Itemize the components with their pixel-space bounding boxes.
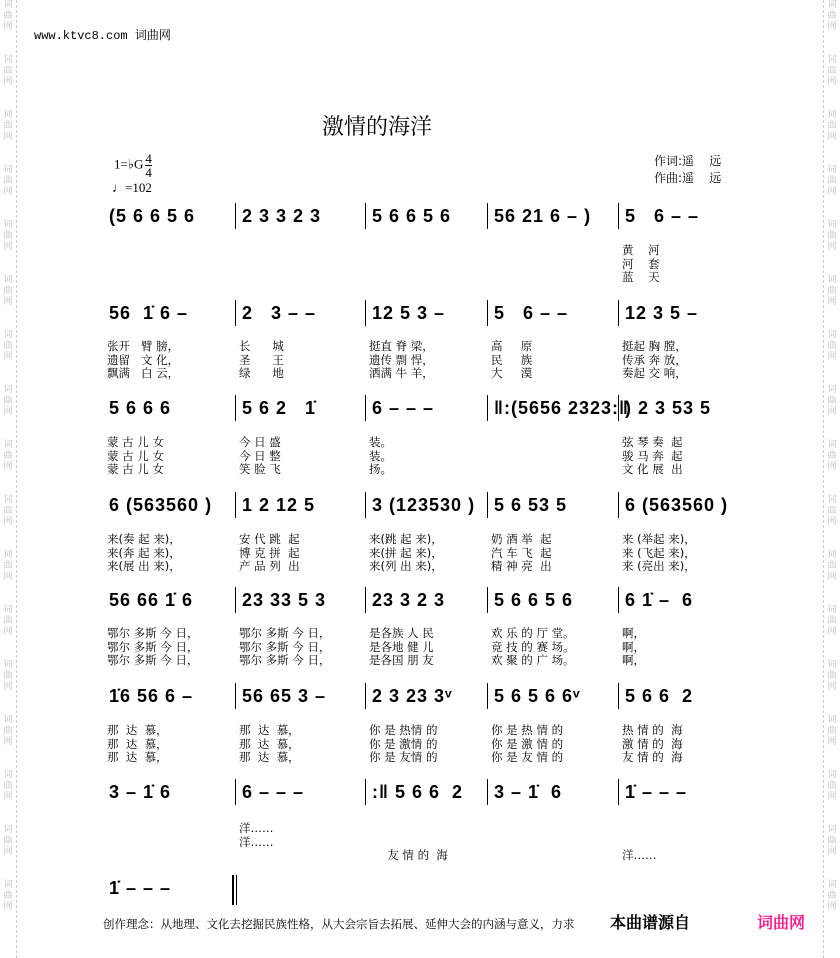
lyric-segment	[487, 849, 618, 863]
lyric-line	[103, 849, 750, 863]
key-signature	[114, 152, 152, 179]
lyric-segment: 友 情 的 海	[369, 848, 448, 862]
staff-row	[103, 203, 750, 229]
watermark-text: 词 曲 网	[3, 220, 13, 252]
measure: 6 1̇ – 6	[618, 587, 750, 613]
watermark-text: 词 曲 网	[827, 660, 837, 692]
watermark-text: 词 曲 网	[827, 440, 837, 472]
watermark-text: 词 曲 网	[3, 330, 13, 362]
watermark-text: 词 曲 网	[827, 220, 837, 252]
measure: 12 5 3 –	[365, 300, 487, 326]
lyric-segment: 激 情 的 海	[622, 736, 683, 751]
lyric-segment	[365, 258, 487, 272]
watermark-text: 词 曲 网	[3, 275, 13, 307]
measure: 5 6 6 5 6	[487, 587, 618, 613]
lyric-segment: 啊，	[622, 626, 645, 640]
measure: 3 (123530 )	[365, 492, 487, 518]
lyric-segment: 圣 王	[239, 352, 284, 367]
measure: 6 (563560 )	[618, 492, 750, 518]
lyric-segment	[487, 258, 618, 272]
lyric-line	[103, 367, 750, 381]
lyric-segment: 洒满 牛 羊，	[369, 366, 434, 380]
watermark-text: 词 曲 网	[3, 385, 13, 417]
watermark-text: 词 曲 网	[827, 880, 837, 912]
measure: 5 6 6 5 6	[365, 203, 487, 229]
lyricist-credit: 作词:遥 远	[654, 154, 722, 168]
lyric-segment: 长 城	[239, 339, 284, 353]
lyric-segment	[487, 450, 618, 464]
lyric-line	[103, 463, 750, 477]
lyric-segment: 那 达 慕，	[239, 750, 300, 764]
measure: 23 3 2 3	[365, 587, 487, 613]
measure: 12 3 5 –	[618, 300, 750, 326]
lyric-segment: 装。	[369, 448, 392, 463]
lyric-segment	[235, 244, 365, 258]
lyric-segment: 洋……	[239, 821, 274, 835]
lyric-segment: 大 漠	[491, 366, 533, 380]
lyric-segment: 鄂尔 多斯 今 日，	[239, 639, 331, 654]
lyric-segment: 来(拼 起 来)，	[369, 545, 443, 560]
lyric-segment	[103, 849, 235, 863]
time-bottom: 4	[145, 165, 152, 180]
watermark-text: 词 曲 网	[3, 825, 13, 857]
watermark-text: 词 曲 网	[3, 715, 13, 747]
lyric-line	[103, 654, 750, 668]
lyric-segment: 奏起 交 响，	[622, 366, 687, 380]
lyric-segment	[103, 244, 235, 258]
watermark-text: 词 曲 网	[3, 550, 13, 582]
watermark-text: 词 曲 网	[827, 550, 837, 582]
watermark-text: 词 曲 网	[827, 605, 837, 637]
measure: :‖ 5 6 6 2	[365, 779, 487, 805]
time-signature	[145, 152, 152, 179]
lyric-segment: 欢 乐 的 厅 堂。	[491, 626, 575, 640]
creation-concept: 创作理念：从地理、文化去挖掘民族性格，从大会宗旨去拓展、延伸大会的内涵与意义，力求	[103, 917, 575, 931]
lyric-segment	[235, 271, 365, 285]
watermark-text: 词 曲 网	[827, 495, 837, 527]
lyric-segment	[487, 836, 618, 850]
lyric-line	[103, 436, 750, 450]
watermark-text: 词 曲 网	[827, 275, 837, 307]
measure: 5 6 6 6	[109, 398, 172, 418]
lyric-segment: 蓝 天	[622, 270, 660, 284]
lyric-segment: 那 达 慕，	[107, 750, 168, 764]
measure: 56 1̇ 6 –	[109, 303, 189, 323]
lyric-segment: 鄂尔 多斯 今 日，	[107, 653, 199, 667]
watermark-text: 词 曲 网	[3, 55, 13, 87]
staff-row	[103, 492, 750, 518]
measure: 2 3 3 2 3	[235, 203, 365, 229]
lyric-segment: 欢 聚 的 广 场。	[491, 653, 575, 667]
staff-row	[103, 300, 750, 326]
lyric-segment: 今 日 盛	[239, 435, 281, 449]
watermark-text: 词 曲 网	[827, 55, 837, 87]
lyric-segment: 今 日 整	[239, 448, 281, 463]
measure: 3 – 1̇ 6	[109, 782, 172, 802]
song-title: 激情的海洋	[322, 115, 433, 140]
side-watermark-left	[0, 0, 17, 958]
lyric-segment: 那 达 慕，	[107, 736, 168, 751]
lyric-segment: 来(跳 起 来)，	[369, 532, 443, 546]
lyric-segment: 鄂尔 多斯 今 日，	[107, 639, 199, 654]
lyric-segment: 来(展 出 来)，	[107, 559, 181, 573]
time-top: 4	[145, 151, 152, 166]
lyric-segment	[103, 836, 235, 850]
lyric-segment	[235, 258, 365, 272]
lyric-segment: 是各国 朋 友	[369, 653, 434, 667]
lyric-segment: 蒙 古 儿 女	[107, 435, 164, 449]
lyric-segment: 啊，	[622, 639, 645, 654]
measure: (5 6 6 5 6	[109, 206, 196, 226]
lyric-segment: 张开 臂 膀，	[107, 339, 180, 353]
lyric-segment: 飘满 白 云，	[107, 366, 180, 380]
lyric-segment: 来(列 出 来)，	[369, 559, 443, 573]
measure: 5 6 2 1̇	[235, 395, 365, 421]
measure: 3 – 1̇ 6	[487, 779, 618, 805]
measure: 1̇ – – –	[109, 878, 172, 898]
lyric-line	[103, 627, 750, 641]
lyric-line	[103, 450, 750, 464]
lyric-segment: 河 套	[622, 256, 660, 271]
lyric-segment: 蒙 古 儿 女	[107, 462, 164, 476]
lyric-segment: 绿 地	[239, 366, 284, 380]
measure: 5 6 6 2	[618, 683, 750, 709]
lyric-segment: 那 达 慕，	[239, 723, 300, 737]
watermark-text: 词 曲 网	[3, 605, 13, 637]
lyric-segment	[487, 463, 618, 477]
lyric-segment: 来 (亮出 来)，	[622, 559, 696, 573]
lyric-segment: 博 克 拼 起	[239, 545, 300, 560]
lyric-segment: 弦 琴 奏 起	[622, 435, 683, 449]
measure: 5 6 5 6 6ᵛ	[487, 683, 618, 709]
lyric-segment: 汽 车 飞 起	[491, 545, 552, 560]
measure: 5 6 – –	[487, 300, 618, 326]
lyric-segment: 竞 技 的 赛 场。	[491, 639, 575, 654]
measure: 6 – – –	[365, 395, 487, 421]
lyric-segment: 奶 酒 举 起	[491, 532, 552, 546]
lyric-segment: 你 是 友 情 的	[491, 750, 564, 764]
lyric-segment: 你 是 热 情 的	[491, 723, 564, 737]
lyric-segment: 扬。	[369, 462, 392, 476]
lyric-segment	[487, 244, 618, 258]
watermark-text: 词 曲 网	[827, 0, 837, 32]
lyric-segment: 你 是 热情 的	[369, 723, 438, 737]
final-barline	[232, 875, 237, 905]
lyric-segment	[487, 436, 618, 450]
watermark-text: 词 曲 网	[3, 770, 13, 802]
lyric-segment: 遗留 文 化，	[107, 352, 180, 367]
lyric-segment	[365, 271, 487, 285]
lyric-segment: 洋……	[239, 834, 274, 849]
lyric-line	[103, 751, 750, 765]
measure: ) 2 3 53 5	[618, 395, 750, 421]
lyric-segment	[618, 822, 750, 836]
watermark-text: 词 曲 网	[827, 330, 837, 362]
measure: 56 66 1̇ 6	[109, 590, 194, 610]
watermark-text: 词 曲 网	[3, 0, 13, 32]
measure: 1̇ – – –	[618, 779, 750, 805]
lyric-segment: 友 情 的 海	[622, 750, 683, 764]
lyric-segment: 是各地 健 儿	[369, 639, 434, 654]
measure: 6 (563560 )	[109, 495, 213, 515]
key: 1=♭G	[114, 156, 144, 172]
lyric-segment: 是各族 人 民	[369, 626, 434, 640]
lyric-segment: 来(奔 起 来)，	[107, 545, 181, 560]
lyric-segment: 啊，	[622, 653, 645, 667]
lyric-segment: 民 族	[491, 352, 533, 367]
lyric-segment	[103, 258, 235, 272]
lyric-segment: 来 (飞起 来)，	[622, 545, 696, 560]
lyric-line	[103, 533, 750, 547]
lyric-segment: 骏 马 奔 起	[622, 448, 683, 463]
lyric-line	[103, 724, 750, 738]
lyric-segment: 来(奏 起 来)，	[107, 532, 181, 546]
source-label: 本曲谱源自	[610, 913, 691, 932]
lyric-segment: 装。	[369, 435, 392, 449]
lyric-segment	[365, 836, 487, 850]
watermark-text: 词 曲 网	[3, 165, 13, 197]
lyric-segment: 蒙 古 儿 女	[107, 448, 164, 463]
lyric-segment: 你 是 激 情 的	[491, 736, 564, 751]
lyric-segment: 传承 奔 放，	[622, 352, 687, 367]
lyric-segment: 洋……	[622, 848, 657, 862]
lyric-segment	[365, 822, 487, 836]
lyric-segment: 文 化 展 出	[622, 462, 683, 476]
lyric-segment	[365, 244, 487, 258]
watermark-text: 词 曲 网	[827, 110, 837, 142]
lyric-segment: 挺直 脊 梁，	[369, 339, 434, 353]
lyric-segment	[103, 271, 235, 285]
lyric-segment: 挺起 胸 膛，	[622, 339, 687, 353]
lyric-segment: 热 情 的 海	[622, 723, 683, 737]
watermark-text: 词 曲 网	[3, 880, 13, 912]
lyric-line	[103, 258, 750, 272]
lyric-line	[103, 244, 750, 258]
measure: 2 3 23 3ᵛ	[365, 683, 487, 709]
staff-row	[103, 683, 750, 709]
lyric-segment	[487, 271, 618, 285]
lyric-segment	[487, 822, 618, 836]
watermark-text: 词 曲 网	[827, 825, 837, 857]
measure: 56 65 3 –	[235, 683, 365, 709]
measure: 1 2 12 5	[235, 492, 365, 518]
lyric-segment: 精 神 亮 出	[491, 559, 552, 573]
measure: 56 21 6 – )	[487, 203, 618, 229]
lyric-segment	[618, 836, 750, 850]
watermark-text: 词 曲 网	[827, 770, 837, 802]
lyric-line	[103, 738, 750, 752]
staff-row	[103, 875, 235, 901]
staff-row	[103, 779, 750, 805]
measure: 6 – – –	[235, 779, 365, 805]
lyric-segment: 来 (举起 来)，	[622, 532, 696, 546]
watermark-text: 词 曲 网	[3, 660, 13, 692]
measure: ‖:(5656 2323:‖	[487, 395, 618, 421]
measure: 5 6 53 5	[487, 492, 618, 518]
watermark-text: 词 曲 网	[827, 165, 837, 197]
lyric-segment: 那 达 慕，	[107, 723, 168, 737]
watermark-text: 词 曲 网	[827, 715, 837, 747]
staff-row	[103, 395, 750, 421]
lyric-segment: 那 达 慕，	[239, 736, 300, 751]
measure: 5 6 – –	[618, 203, 750, 229]
lyric-segment: 鄂尔 多斯 今 日，	[107, 626, 199, 640]
lyric-segment	[103, 822, 235, 836]
lyric-line	[103, 547, 750, 561]
lyric-segment: 鄂尔 多斯 今 日，	[239, 626, 331, 640]
lyric-line	[103, 271, 750, 285]
measure: 1̇6 56 6 –	[109, 686, 194, 706]
lyric-segment: 鄂尔 多斯 今 日，	[239, 653, 331, 667]
measure: 23 33 5 3	[235, 587, 365, 613]
lyric-line	[103, 822, 750, 836]
lyric-segment: 安 代 跳 起	[239, 532, 300, 546]
lyric-segment: 你 是 友情 的	[369, 750, 438, 764]
lyric-line	[103, 641, 750, 655]
lyric-segment	[235, 849, 365, 863]
composer-credit: 作曲:遥 远	[654, 171, 722, 185]
lyric-line	[103, 340, 750, 354]
side-watermark-right	[823, 0, 840, 958]
watermark-text: 词 曲 网	[3, 495, 13, 527]
lyric-segment: 你 是 激情 的	[369, 736, 438, 751]
lyric-line	[103, 836, 750, 850]
lyric-line	[103, 354, 750, 368]
lyric-segment: 笑 脸 飞	[239, 462, 281, 476]
lyric-segment: 遗传 剽 悍，	[369, 352, 434, 367]
tempo-mark: ♩=102	[112, 180, 152, 195]
staff-row	[103, 587, 750, 613]
lyric-segment: 高 原	[491, 339, 533, 353]
measure: 2 3 – –	[235, 300, 365, 326]
site-url: www.ktvc8.com 词曲网	[34, 29, 171, 43]
lyric-segment: 黄 河	[622, 243, 660, 257]
watermark-text: 词 曲 网	[3, 440, 13, 472]
lyric-segment: 产 品 列 出	[239, 559, 300, 573]
brand-logo: 词曲网	[757, 913, 806, 932]
watermark-text: 词 曲 网	[3, 110, 13, 142]
watermark-text: 词 曲 网	[827, 385, 837, 417]
lyric-line	[103, 560, 750, 574]
